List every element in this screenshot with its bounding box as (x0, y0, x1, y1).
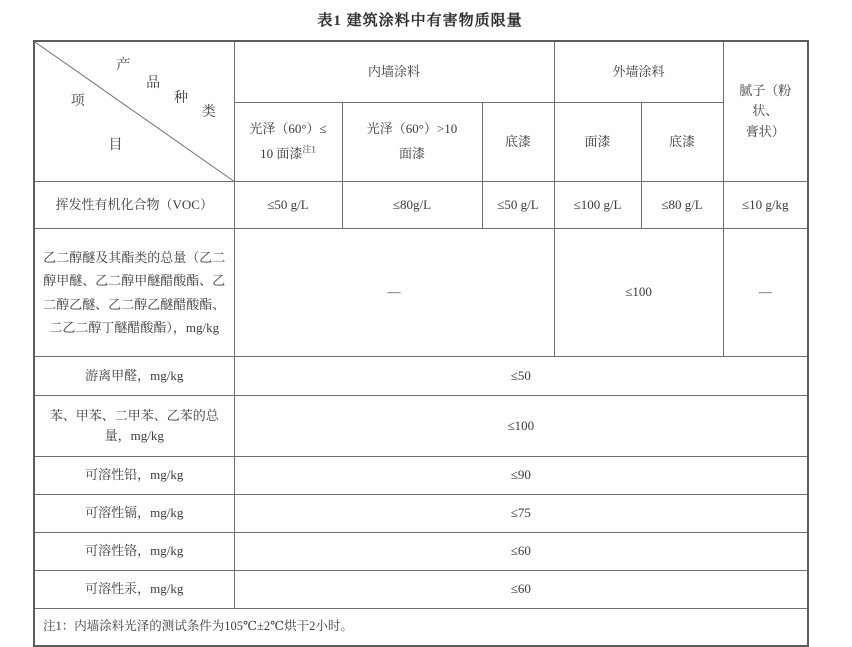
footnote-text: 注1：内墙涂料光泽的测试条件为105℃±2℃烘干2小时。 (34, 609, 808, 647)
corner-header-cell (34, 41, 234, 182)
lead-value: ≤90 (234, 457, 808, 495)
column-header-interior-primer: 底漆 (482, 103, 554, 182)
gloss-le10-line2-text: 10 面漆 (260, 146, 303, 161)
voc-value-exterior-primer: ≤80 g/L (641, 182, 723, 229)
row-benzene-label: 苯、甲苯、二甲苯、乙苯的总量，mg/kg (34, 396, 234, 457)
corner-item-char: 项 (70, 93, 85, 109)
header-row-groups (34, 41, 808, 103)
row-soluble-mercury (34, 571, 808, 609)
row-glycol-ethers (34, 229, 808, 357)
row-cadmium-label: 可溶性镉，mg/kg (34, 495, 234, 533)
row-lead-label: 可溶性铅，mg/kg (34, 457, 234, 495)
cadmium-value: ≤75 (234, 495, 808, 533)
row-formaldehyde (34, 357, 808, 396)
voc-value-exterior-topcoat: ≤100 g/L (554, 182, 641, 229)
column-header-gloss-le10 (234, 103, 342, 182)
footnote-marker: 注1 (302, 144, 316, 155)
row-formaldehyde-label: 游离甲醛，mg/kg (34, 357, 234, 396)
column-header-exterior-primer: 底漆 (641, 103, 723, 182)
row-glycol-label: 乙二醇醚及其酯类的总量（乙二醇甲醚、乙二醇甲醚醋酸酯、乙二醇乙醚、乙二醇乙醚醋酸酯、二乙二醇丁醚醋酸酯），mg/kg (34, 229, 234, 357)
corner-product-char: 类 (201, 104, 216, 120)
benzene-value: ≤100 (234, 396, 808, 457)
gloss-gt10-line1: 光泽（60°）>10 (366, 121, 458, 137)
row-footnote (34, 609, 808, 647)
voc-value-gloss-le10: ≤50 g/L (234, 182, 342, 229)
gloss-le10-line1: 光泽（60°）≤ (249, 121, 327, 137)
row-voc-label: 挥发性有机化合物（VOC） (34, 182, 234, 229)
putty-label-line2: 膏状） (745, 123, 785, 139)
limits-table (33, 40, 809, 647)
chromium-value: ≤60 (234, 533, 808, 571)
voc-value-gloss-gt10: ≤80g/L (342, 182, 482, 229)
glycol-value-putty: — (723, 229, 808, 357)
column-header-putty (723, 41, 808, 182)
row-soluble-chromium (34, 533, 808, 571)
glycol-value-interior: — (234, 229, 554, 357)
corner-item-char: 目 (108, 138, 123, 154)
column-header-gloss-gt10 (342, 103, 482, 182)
corner-product-char: 种 (173, 91, 188, 107)
column-header-exterior-topcoat: 面漆 (554, 103, 641, 182)
row-chromium-label: 可溶性铬，mg/kg (34, 533, 234, 571)
glycol-value-exterior: ≤100 (554, 229, 723, 357)
formaldehyde-value: ≤50 (234, 357, 808, 396)
row-benzene (34, 396, 808, 457)
gloss-gt10-line2: 面漆 (398, 146, 425, 161)
column-group-interior: 内墙涂料 (234, 41, 554, 103)
row-soluble-lead (34, 457, 808, 495)
voc-value-interior-primer: ≤50 g/L (482, 182, 554, 229)
corner-product-char: 产 (116, 57, 131, 73)
gloss-le10-line2 (239, 142, 338, 167)
row-voc (34, 182, 808, 229)
corner-product-char: 品 (146, 75, 161, 91)
column-group-exterior: 外墙涂料 (554, 41, 723, 103)
voc-value-putty: ≤10 g/kg (723, 182, 808, 229)
mercury-value: ≤60 (234, 571, 808, 609)
row-mercury-label: 可溶性汞，mg/kg (34, 571, 234, 609)
putty-label-line1: 腻子（粉状、 (739, 83, 792, 119)
table-title: 表1 建筑涂料中有害物质限量 (317, 13, 523, 29)
row-soluble-cadmium (34, 495, 808, 533)
